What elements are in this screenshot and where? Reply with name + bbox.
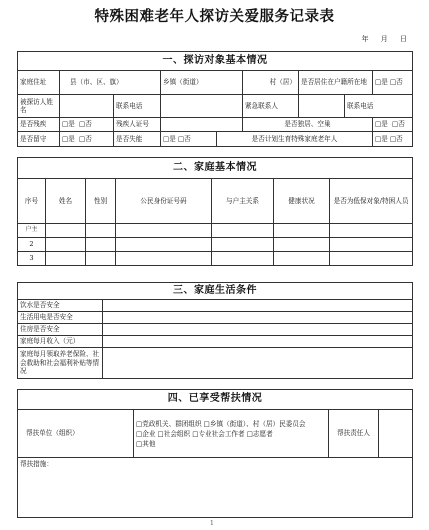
header-id-number: 公民身份证号码 xyxy=(116,179,212,224)
disabled-care-question: 是否失能 xyxy=(114,132,161,147)
table-row xyxy=(18,252,413,266)
section-3-title: 三、家庭生活条件 xyxy=(18,283,413,300)
helper-person-value[interactable] xyxy=(379,410,413,458)
housing-safety-label: 住房是否安全 xyxy=(18,324,103,336)
header-subsidy: 是否为低保对象/特困人员 xyxy=(330,179,413,224)
row-index: 2 xyxy=(18,238,46,252)
section-4-title: 四、已享受帮扶情况 xyxy=(18,390,413,410)
help-measures-label: 帮扶措施： xyxy=(20,460,53,468)
electricity-safety-value[interactable] xyxy=(103,312,413,324)
water-safety-value[interactable] xyxy=(103,300,413,312)
helper-unit-options[interactable]: □党政机关、群团组织 □乡镇（街道）、村（居）民委员会 □企业 □社会组织 □专业社会工作者 □志愿者 □其他 xyxy=(134,410,329,458)
emergency-contact-label: 紧急联系人 xyxy=(243,95,299,118)
disabled-checkboxes[interactable]: □是 □否 xyxy=(60,118,114,132)
section-1-table xyxy=(17,51,413,147)
special-family-checkboxes[interactable]: □是 □否 xyxy=(373,132,413,147)
disabled-question: 是否残疾 xyxy=(18,118,60,132)
visitee-name-value[interactable] xyxy=(60,95,114,118)
emergency-contact-value[interactable] xyxy=(299,95,345,118)
water-safety-label: 饮水是否安全 xyxy=(18,300,103,312)
electricity-safety-label: 生活用电是否安全 xyxy=(18,312,103,324)
benefits-value[interactable] xyxy=(103,348,413,379)
alone-question: 是否独居、空巢 xyxy=(243,118,373,132)
row-index: 户主 xyxy=(18,224,46,238)
registered-residence-question: 是否居住在户籍所在地 xyxy=(299,71,373,95)
monthly-income-label: 家庭每月收入（元） xyxy=(18,336,103,348)
disability-cert-label: 残疾人证号 xyxy=(114,118,161,132)
helper-person-label: 帮扶责任人 xyxy=(329,410,379,458)
disabled-care-checkboxes[interactable]: □是 □否 xyxy=(161,132,217,147)
phone-label: 联系电话 xyxy=(114,95,161,118)
monthly-income-value[interactable] xyxy=(103,336,413,348)
housing-safety-value[interactable] xyxy=(103,324,413,336)
header-gender: 性别 xyxy=(86,179,116,224)
visitee-name-label: 被探访人姓名 xyxy=(18,95,60,118)
section-1-title: 一、探访对象基本情况 xyxy=(18,52,413,71)
table-row xyxy=(18,238,413,252)
left-behind-question: 是否留守 xyxy=(18,132,60,147)
header-relation: 与户主关系 xyxy=(212,179,274,224)
section-4-table xyxy=(17,389,413,518)
alone-checkboxes[interactable]: □是 □否 xyxy=(373,118,413,132)
contact-phone-label: 联系电话 xyxy=(345,95,413,118)
benefits-label: 家庭每月领取养老保险、社会救助和社会福利补贴等情况 xyxy=(18,348,103,379)
special-family-question: 是否计划生育特殊家庭老年人 xyxy=(217,132,373,147)
table-row xyxy=(18,224,413,238)
phone-value[interactable] xyxy=(161,95,243,118)
left-behind-checkboxes[interactable]: □是 □否 xyxy=(60,132,114,147)
section-3-table xyxy=(17,282,413,379)
address-town[interactable]: 乡镇（街道） xyxy=(161,71,243,95)
page-number: 1 xyxy=(210,520,214,527)
header-health: 健康状况 xyxy=(274,179,330,224)
header-index: 序号 xyxy=(18,179,46,224)
section-2-table xyxy=(17,157,413,266)
address-label: 家庭住址 xyxy=(18,71,60,95)
registered-residence-checkboxes[interactable]: □是 □否 xyxy=(373,71,413,95)
section-2-title: 二、家庭基本情况 xyxy=(18,158,413,179)
address-village[interactable]: 村（居） xyxy=(243,71,299,95)
row-index: 3 xyxy=(18,252,46,266)
help-measures-field[interactable] xyxy=(18,458,413,518)
form-title: 特殊困难老年人探访关爱服务记录表 xyxy=(94,8,335,25)
date-line: 年 月 日 xyxy=(361,35,407,43)
disability-cert-value[interactable] xyxy=(161,118,243,132)
address-county[interactable]: 县（市、区、旗） xyxy=(60,71,161,95)
header-name: 姓名 xyxy=(46,179,86,224)
helper-unit-label: 帮扶单位（组织） xyxy=(18,410,134,458)
